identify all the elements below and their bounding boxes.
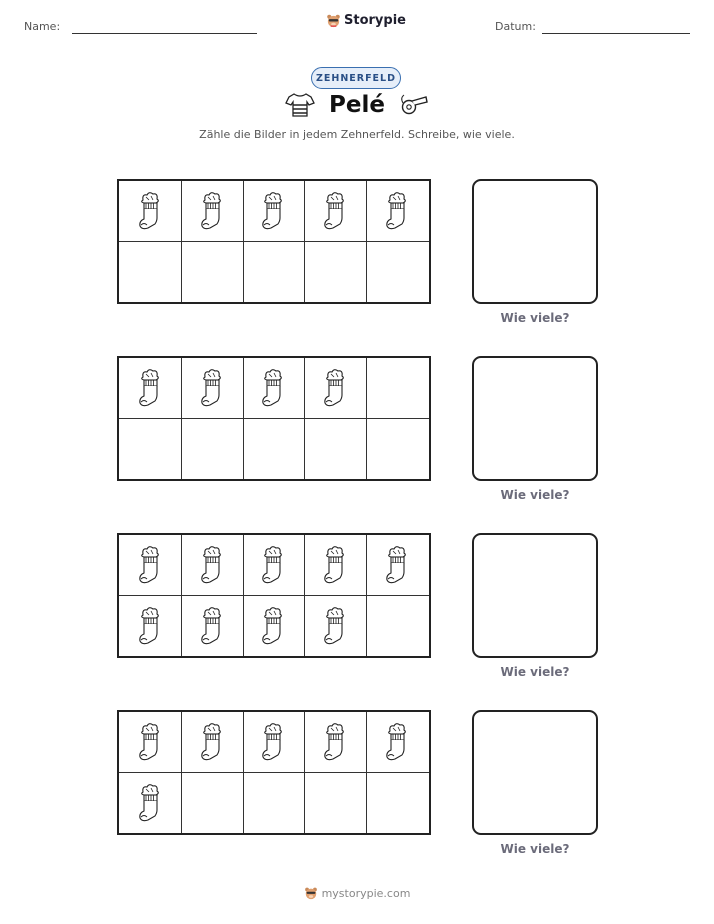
- bear-icon: [326, 13, 341, 28]
- footer-url: mystorypie.com: [321, 886, 411, 900]
- frame-cell: [366, 358, 428, 419]
- sock-icon: [321, 191, 349, 231]
- frame-cell: [119, 242, 181, 303]
- sock-icon: [321, 722, 349, 762]
- frame-cell: [304, 242, 366, 303]
- sock-icon: [198, 191, 226, 231]
- answer-box[interactable]: [472, 179, 598, 304]
- frame-cell: [304, 773, 366, 834]
- answer-box[interactable]: [472, 710, 598, 835]
- sock-icon: [321, 545, 349, 585]
- sock-icon: [136, 191, 164, 231]
- brand-logo: [326, 13, 406, 28]
- ten-frame: [117, 710, 431, 835]
- frame-cell: [243, 242, 305, 303]
- frame-cell: [119, 358, 181, 419]
- frame-cell: [366, 773, 428, 834]
- sock-icon: [321, 368, 349, 408]
- frame-cell: [366, 181, 428, 242]
- sock-icon: [259, 606, 287, 646]
- frame-cell: [181, 773, 243, 834]
- sock-icon: [136, 606, 164, 646]
- brand-name: Storypie: [344, 13, 406, 28]
- striped-shirt-icon: [285, 92, 315, 118]
- frame-cell: [243, 712, 305, 773]
- sock-icon: [383, 191, 411, 231]
- sock-icon: [259, 368, 287, 408]
- frame-cell: [366, 419, 428, 480]
- sock-icon: [198, 368, 226, 408]
- ten-frame: [117, 179, 431, 304]
- answer-box[interactable]: [472, 356, 598, 481]
- date-label: Datum:: [495, 20, 536, 33]
- date-line[interactable]: [542, 33, 690, 34]
- sock-icon: [198, 606, 226, 646]
- frame-cell: [119, 535, 181, 596]
- answer-label: Wie viele?: [500, 488, 570, 502]
- frame-cell: [304, 181, 366, 242]
- frame-cell: [304, 358, 366, 419]
- frame-cell: [181, 419, 243, 480]
- sock-icon: [136, 545, 164, 585]
- frame-cell: [243, 773, 305, 834]
- ten-frame: [117, 533, 431, 658]
- frame-cell: [366, 242, 428, 303]
- frame-cell: [181, 358, 243, 419]
- frame-cell: [366, 712, 428, 773]
- frame-cell: [304, 596, 366, 657]
- frame-cell: [181, 181, 243, 242]
- worksheet-type-badge: ZEHNERFELD: [311, 67, 401, 89]
- answer-label: Wie viele?: [500, 311, 570, 325]
- answer-label: Wie viele?: [500, 842, 570, 856]
- answer-label: Wie viele?: [500, 665, 570, 679]
- frame-cell: [243, 181, 305, 242]
- name-label: Name:: [24, 20, 61, 33]
- sock-icon: [136, 722, 164, 762]
- sock-icon: [136, 783, 164, 823]
- sock-icon: [259, 545, 287, 585]
- frame-cell: [366, 535, 428, 596]
- answer-box[interactable]: [472, 533, 598, 658]
- sock-icon: [198, 545, 226, 585]
- sock-icon: [136, 368, 164, 408]
- frame-cell: [304, 535, 366, 596]
- frame-cell: [119, 181, 181, 242]
- frame-cell: [243, 419, 305, 480]
- frame-cell: [243, 358, 305, 419]
- sock-icon: [259, 191, 287, 231]
- sock-icon: [383, 545, 411, 585]
- frame-cell: [181, 535, 243, 596]
- bear-icon: [304, 886, 318, 900]
- frame-cell: [181, 596, 243, 657]
- frame-cell: [181, 712, 243, 773]
- instructions: Zähle die Bilder in jedem Zehnerfeld. Schreibe, wie viele.: [199, 128, 515, 141]
- sock-icon: [383, 722, 411, 762]
- sock-icon: [198, 722, 226, 762]
- frame-cell: [119, 773, 181, 834]
- frame-cell: [119, 596, 181, 657]
- frame-cell: [119, 419, 181, 480]
- sock-icon: [259, 722, 287, 762]
- frame-cell: [181, 242, 243, 303]
- page-title: Pelé: [329, 92, 385, 118]
- frame-cell: [243, 596, 305, 657]
- ten-frame: [117, 356, 431, 481]
- name-line[interactable]: [72, 33, 257, 34]
- frame-cell: [119, 712, 181, 773]
- sock-icon: [321, 606, 349, 646]
- frame-cell: [366, 596, 428, 657]
- whistle-icon: [399, 92, 429, 118]
- frame-cell: [304, 419, 366, 480]
- frame-cell: [304, 712, 366, 773]
- frame-cell: [243, 535, 305, 596]
